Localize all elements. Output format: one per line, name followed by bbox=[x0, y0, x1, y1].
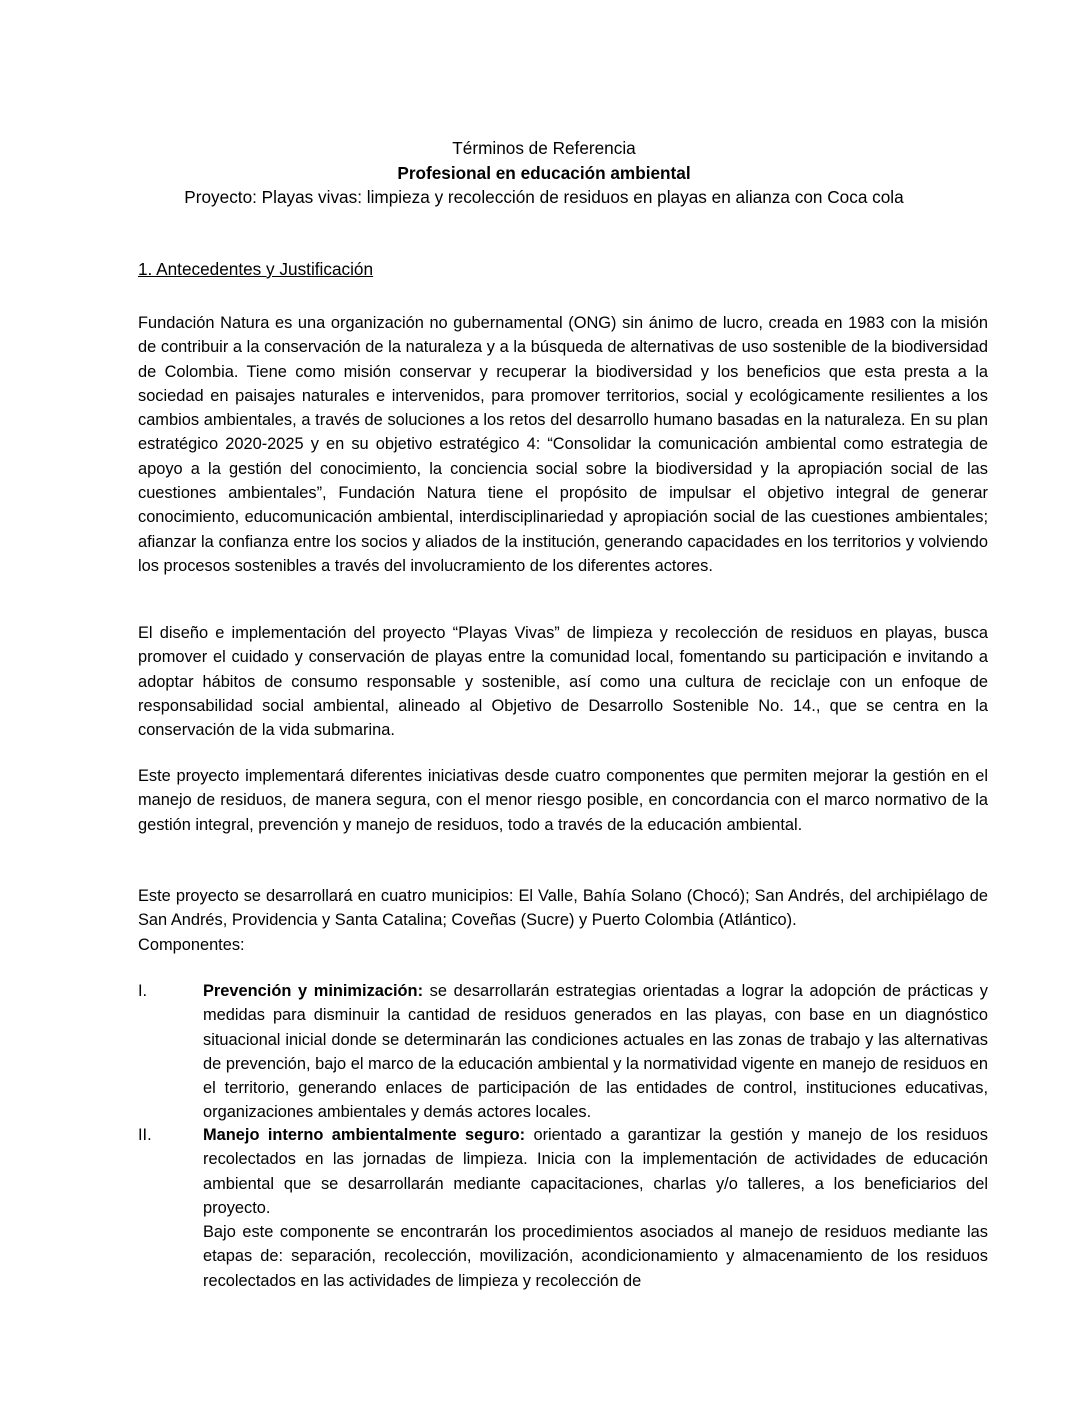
document-header bbox=[0, 136, 1088, 210]
list-item bbox=[138, 979, 988, 1125]
paragraph-initiatives: Este proyecto implementará diferentes iniciativas desde cuatro componentes que permiten mejorar la gestión en el manejo de residuos, de manera segura, con el menor riesgo posible, en concordancia con el marco normativo de la gestión integral, prevención y manejo de residuos, todo a través de la educación ambiental. bbox=[138, 767, 988, 834]
paragraph-intro: Fundación Natura es una organización no gubernamental (ONG) sin ánimo de lucro, creada en 1983 con la misión de contribuir a la conservación de la naturaleza y a la búsqueda de alternativas de uso sostenible de la biodiversidad de Colombia. Tiene como misión conservar y recuperar la biodiversidad y los beneficios que esta presta a la sociedad en paisajes naturales e intervenidos, para promover territorios, social y ecológicamente resilientes a los cambios ambientales, a través de soluciones a los retos del desarrollo humano basadas en la naturaleza. En su plan estratégico 2020-2025 y en su objetivo estratégico 4: “Consolidar la comunicación ambiental como estrategia de apoyo a la gestión del conocimiento, la conciencia social sobre la biodiversidad y la apropiación social de las cuestiones ambientales”, Fundación Natura tiene el propósito de impulsar el objetivo integral de generar conocimiento, educomunicación ambiental, interdisciplinariedad y apropiación social de las cuestiones ambientales; afianzar la confianza entre los socios y aliados de la institución, generando capacidades en los territorios y volviendo los procesos sostenibles a través del involucramiento de los diferentes actores. bbox=[138, 314, 988, 575]
list-item-title: Prevención y minimización: bbox=[203, 982, 424, 1000]
list-item-number: II. bbox=[138, 1126, 152, 1144]
list-item-number: I. bbox=[138, 982, 148, 1000]
list-item-text: se desarrollarán estrategias orientadas a lograr la adopción de prácticas y medidas para disminuir la cantidad de residuos generados en las playas, con base en un diagnóstico situacional inicial donde se determinarán las condiciones actuales en las zonas de trabajo y las alternativas de prevención, bajo el marco de la educación ambiental y la normatividad vigente en manejo de residuos en el territorio, generando enlaces de participación de las entidades de control, instituciones educativas, organizaciones ambientales y demás actores locales. bbox=[203, 982, 988, 1122]
components-label: Componentes: bbox=[138, 935, 245, 954]
document-subtitle: Profesional en educación ambiental bbox=[397, 162, 691, 183]
project-title: Proyecto: Playas vivas: limpieza y recolección de residuos en playas en alianza con Coca cola bbox=[184, 187, 904, 207]
document-title: Términos de Referencia bbox=[452, 138, 636, 158]
list-item-title: Manejo interno ambientalmente seguro: bbox=[203, 1126, 526, 1144]
list-item-text: orientado a garantizar la gestión y manejo de los residuos recolectados en las jornadas de limpieza. Inicia con la implementación de actividades de educación ambiental que se desarrollarán mediante capacitaciones, charlas y/o talleres, a los beneficiarios del proyecto. bbox=[203, 1126, 988, 1217]
list-item-text-continued: Bajo este componente se encontrarán los procedimientos asociados al manejo de residuos mediante las etapas de: separación, recolección, movilización, acondicionamiento y almacenamiento de los residuos recolectados en las actividades de limpieza y recolección de bbox=[203, 1223, 988, 1290]
paragraph-municipalities: Este proyecto se desarrollará en cuatro municipios: El Valle, Bahía Solano (Chocó); San Andrés, del archipiélago de San Andrés, Providencia y Santa Catalina; Coveñas (Sucre) y Puerto Colombia (Atlántico). Componentes: bbox=[138, 884, 988, 957]
paragraph-project: El diseño e implementación del proyecto “Playas Vivas” de limpieza y recolección de residuos en playas, busca promover el cuidado y conservación de playas entre la comunidad local, fomentando su participación e invitando a adoptar hábitos de consumo responsable y sostenible, así como una cultura de reciclaje con un enfoque de responsabilidad social ambiental, alineado al Objetivo de Desarrollo Sostenible No. 14., que se centra en la conservación de la vida submarina. bbox=[138, 624, 988, 740]
list-item bbox=[138, 1123, 988, 1293]
section-heading: 1. Antecedentes y Justificación bbox=[138, 259, 374, 279]
